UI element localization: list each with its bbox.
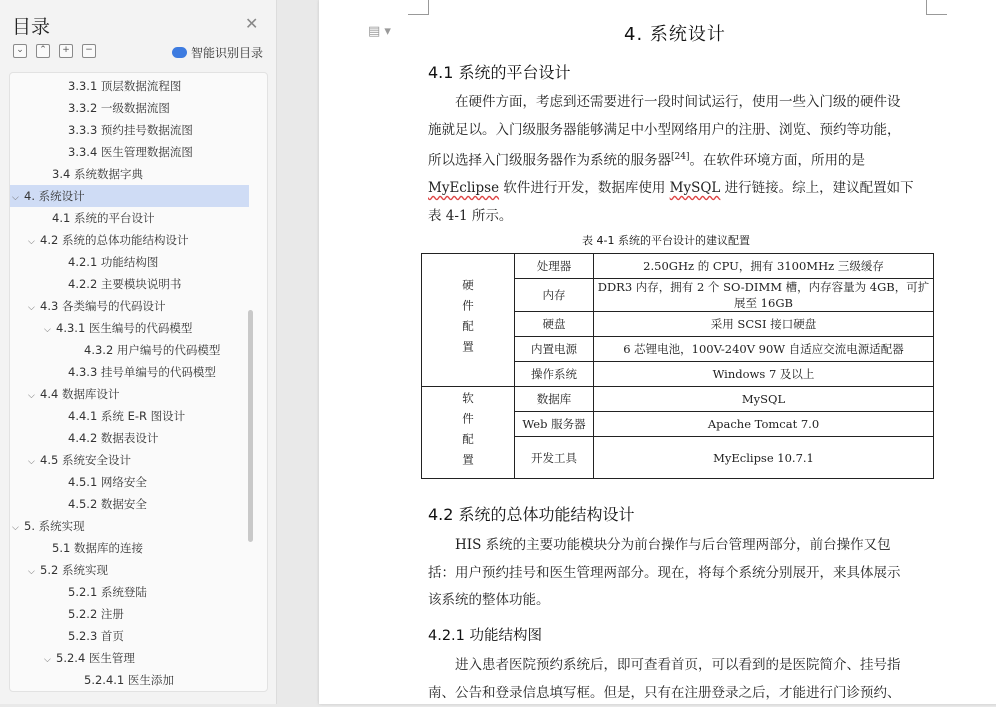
chevron-down-icon[interactable]: ⌵ xyxy=(44,319,56,341)
toc-scrollbar[interactable] xyxy=(248,310,253,542)
toc-item-label: 3.3.4 医生管理数据流图 xyxy=(68,145,193,159)
section-4-2-1-paragraph xyxy=(428,652,930,707)
toc-item-label: 4.2.1 功能结构图 xyxy=(68,255,158,269)
toc-item[interactable] xyxy=(10,493,268,515)
chapter-title: 4. 系统设计 xyxy=(624,20,726,46)
toc-item-label: 4.5.2 数据安全 xyxy=(68,497,147,511)
toc-toolbar xyxy=(13,44,96,58)
toc-item-label: 5.1 数据库的连接 xyxy=(52,541,143,555)
toc-item[interactable] xyxy=(10,75,268,97)
toc-item-label: 4.4.1 系统 E-R 图设计 xyxy=(68,409,185,423)
para-line: 施就足以。入门级服务器能够满足中小型网络用户的注册、浏览、预约等功能， xyxy=(428,117,930,145)
toc-item-label: 4.3 各类编号的代码设计 xyxy=(40,299,165,313)
section-4-1-paragraph xyxy=(428,89,930,230)
toc-item-label: 5.2.3 首页 xyxy=(68,629,124,643)
toc-item[interactable] xyxy=(10,251,268,273)
toc-item-label: 4.3.1 医生编号的代码模型 xyxy=(56,321,192,335)
toc-item-label: 4.3.3 挂号单编号的代码模型 xyxy=(68,365,216,379)
collapse-all-icon[interactable]: ⌃ xyxy=(36,44,50,58)
chevron-down-icon[interactable]: ⌵ xyxy=(28,561,40,583)
toc-item[interactable] xyxy=(10,515,249,537)
spec-key: 处理器 xyxy=(515,254,594,279)
toc-item[interactable] xyxy=(10,229,265,251)
chevron-down-icon[interactable]: ⌵ xyxy=(28,385,40,407)
toc-item[interactable] xyxy=(10,119,268,141)
toc-item[interactable] xyxy=(10,581,268,603)
toc-item[interactable] xyxy=(10,207,268,229)
toc-item-label: 3.3.3 预约挂号数据流图 xyxy=(68,123,193,137)
cloud-icon xyxy=(172,47,187,58)
spec-value: MyEclipse 10.7.1 xyxy=(594,437,934,479)
toc-item-label: 4. 系统设计 xyxy=(24,189,85,203)
toc-item[interactable] xyxy=(10,471,268,493)
para-line: 进入患者医院预约系统后，即可查看首页，可以看到的是医院简介、挂号指 xyxy=(428,652,930,680)
toc-item-label: 4.4.2 数据表设计 xyxy=(68,431,158,445)
spec-table xyxy=(421,253,934,479)
toc-item-label: 3.3.1 顶层数据流程图 xyxy=(68,79,181,93)
toc-item-label: 5. 系统实现 xyxy=(24,519,85,533)
spec-key: 开发工具 xyxy=(515,437,594,479)
toc-item[interactable] xyxy=(10,361,268,383)
toc-item-label: 5.2.2 注册 xyxy=(68,607,124,621)
toc-item[interactable] xyxy=(10,141,268,163)
page-corner-mark xyxy=(408,0,429,15)
para-line: 在硬件方面，考虑到还需要进行一段时间试运行，使用一些入门级的硬件设 xyxy=(428,89,930,117)
para-line: HIS 系统的主要功能模块分为前台操作与后台管理两部分，前台操作又包 xyxy=(428,532,930,560)
toc-item[interactable] xyxy=(10,339,268,361)
toc-item-label: 4.2 系统的总体功能结构设计 xyxy=(40,233,188,247)
chevron-down-icon[interactable]: ⌵ xyxy=(28,297,40,319)
table-row xyxy=(422,254,934,279)
toc-item[interactable] xyxy=(10,625,268,647)
para-line: 表 4-1 所示。 xyxy=(428,203,930,231)
chevron-down-icon[interactable]: ⌵ xyxy=(44,649,56,671)
toc-item-label: 4.3.2 用户编号的代码模型 xyxy=(84,343,220,357)
spec-key: 操作系统 xyxy=(515,362,594,387)
spec-value: 采用 SCSI 接口硬盘 xyxy=(594,312,934,337)
table-row xyxy=(422,387,934,412)
toc-item[interactable] xyxy=(10,427,268,449)
chevron-down-icon[interactable]: ⌵ xyxy=(12,187,24,209)
para-line: 南、公告和登录信息填写框。但是，只有在注册登录之后，才能进行门诊预约、 xyxy=(428,680,930,707)
toc-item[interactable] xyxy=(10,669,268,691)
section-4-1-title: 4.1 系统的平台设计 xyxy=(428,60,571,83)
section-4-2-paragraph xyxy=(428,532,930,615)
toc-item-label: 4.5.1 网络安全 xyxy=(68,475,147,489)
spec-key: 内置电源 xyxy=(515,337,594,362)
chevron-down-icon[interactable]: ⌵ xyxy=(12,517,24,539)
toc-item[interactable] xyxy=(10,273,268,295)
toc-item-label: 4.2.2 主要模块说明书 xyxy=(68,277,181,291)
document-icon[interactable]: ▤ ▾ xyxy=(368,24,391,39)
toc-item[interactable] xyxy=(10,163,268,185)
chevron-down-icon[interactable]: ⌵ xyxy=(28,451,40,473)
toc-item[interactable] xyxy=(10,295,265,317)
minus-icon[interactable]: − xyxy=(82,44,96,58)
toc-item[interactable] xyxy=(10,603,268,625)
toc-item[interactable] xyxy=(10,185,249,207)
spec-value: Apache Tomcat 7.0 xyxy=(594,412,934,437)
toc-item[interactable] xyxy=(10,405,268,427)
toc-item[interactable] xyxy=(10,537,268,559)
spec-value: DDR3 内存，拥有 2 个 SO-DIMM 槽，内存容量为 4GB，可扩展至 16GB xyxy=(594,279,934,312)
toc-item[interactable] xyxy=(10,97,268,119)
spec-value: Windows 7 及以上 xyxy=(594,362,934,387)
section-4-2-title: 4.2 系统的总体功能结构设计 xyxy=(428,502,635,525)
spec-value: 6 芯锂电池，100V-240V 90W 自适应交流电源适配器 xyxy=(594,337,934,362)
para-line: 括：用户预约挂号和医生管理两部分。现在，将每个系统分别展开，来具体展示 xyxy=(428,560,930,588)
spec-key: 数据库 xyxy=(515,387,594,412)
spec-value: 2.50GHz 的 CPU，拥有 3100MHz 三级缓存 xyxy=(594,254,934,279)
toc-item-label: 3.4 系统数据字典 xyxy=(52,167,143,181)
toc-item-label: 4.4 数据库设计 xyxy=(40,387,119,401)
toc-item-label: 5.2.4.1 医生添加 xyxy=(84,673,174,687)
close-icon[interactable]: ✕ xyxy=(245,14,258,33)
citation[interactable]: [24] xyxy=(671,152,689,162)
toc-item-label: 4.1 系统的平台设计 xyxy=(52,211,154,225)
smart-toc-label: 智能识别目录 xyxy=(191,44,263,61)
smart-toc-button[interactable] xyxy=(172,44,263,61)
spec-key: Web 服务器 xyxy=(515,412,594,437)
toc-item[interactable] xyxy=(10,317,268,339)
para-line: 所以选择入门级服务器作为系统的服务器[24]。在软件环境方面，所用的是 xyxy=(428,144,930,175)
toc-title: 目录 xyxy=(12,12,50,39)
spec-key: 内存 xyxy=(515,279,594,312)
spec-value: MySQL xyxy=(594,387,934,412)
toc-item-label: 5.2.1 系统登陆 xyxy=(68,585,147,599)
toc-item-label: 5.2 系统实现 xyxy=(40,563,108,577)
para-line: MyEclipse 软件进行开发，数据库使用 MySQL 进行链接。综上，建议配置如下 xyxy=(428,175,930,203)
toc-item[interactable] xyxy=(10,559,265,581)
page-corner-mark xyxy=(926,0,947,15)
spec-key: 硬盘 xyxy=(515,312,594,337)
toc-item[interactable] xyxy=(10,647,268,669)
para-line: 该系统的整体功能。 xyxy=(428,587,930,615)
table-caption: 表 4-1 系统的平台设计的建议配置 xyxy=(582,232,750,248)
toc-item-label: 3.3.2 一级数据流图 xyxy=(68,101,170,115)
toc-item-label: 4.5 系统安全设计 xyxy=(40,453,131,467)
toc-item[interactable] xyxy=(10,449,265,471)
plus-icon[interactable]: + xyxy=(59,44,73,58)
chevron-down-icon[interactable]: ⌵ xyxy=(28,231,40,253)
toc-sidebar xyxy=(0,0,277,704)
expand-all-icon[interactable]: ⌄ xyxy=(13,44,27,58)
toc-item[interactable] xyxy=(10,383,265,405)
software-group-cell: 软件配置 xyxy=(422,387,515,479)
section-4-2-1-title: 4.2.1 功能结构图 xyxy=(428,624,542,645)
toc-item-label: 5.2.4 医生管理 xyxy=(56,651,135,665)
hardware-group-cell: 硬件配置 xyxy=(422,254,515,387)
toc-list xyxy=(9,72,268,692)
